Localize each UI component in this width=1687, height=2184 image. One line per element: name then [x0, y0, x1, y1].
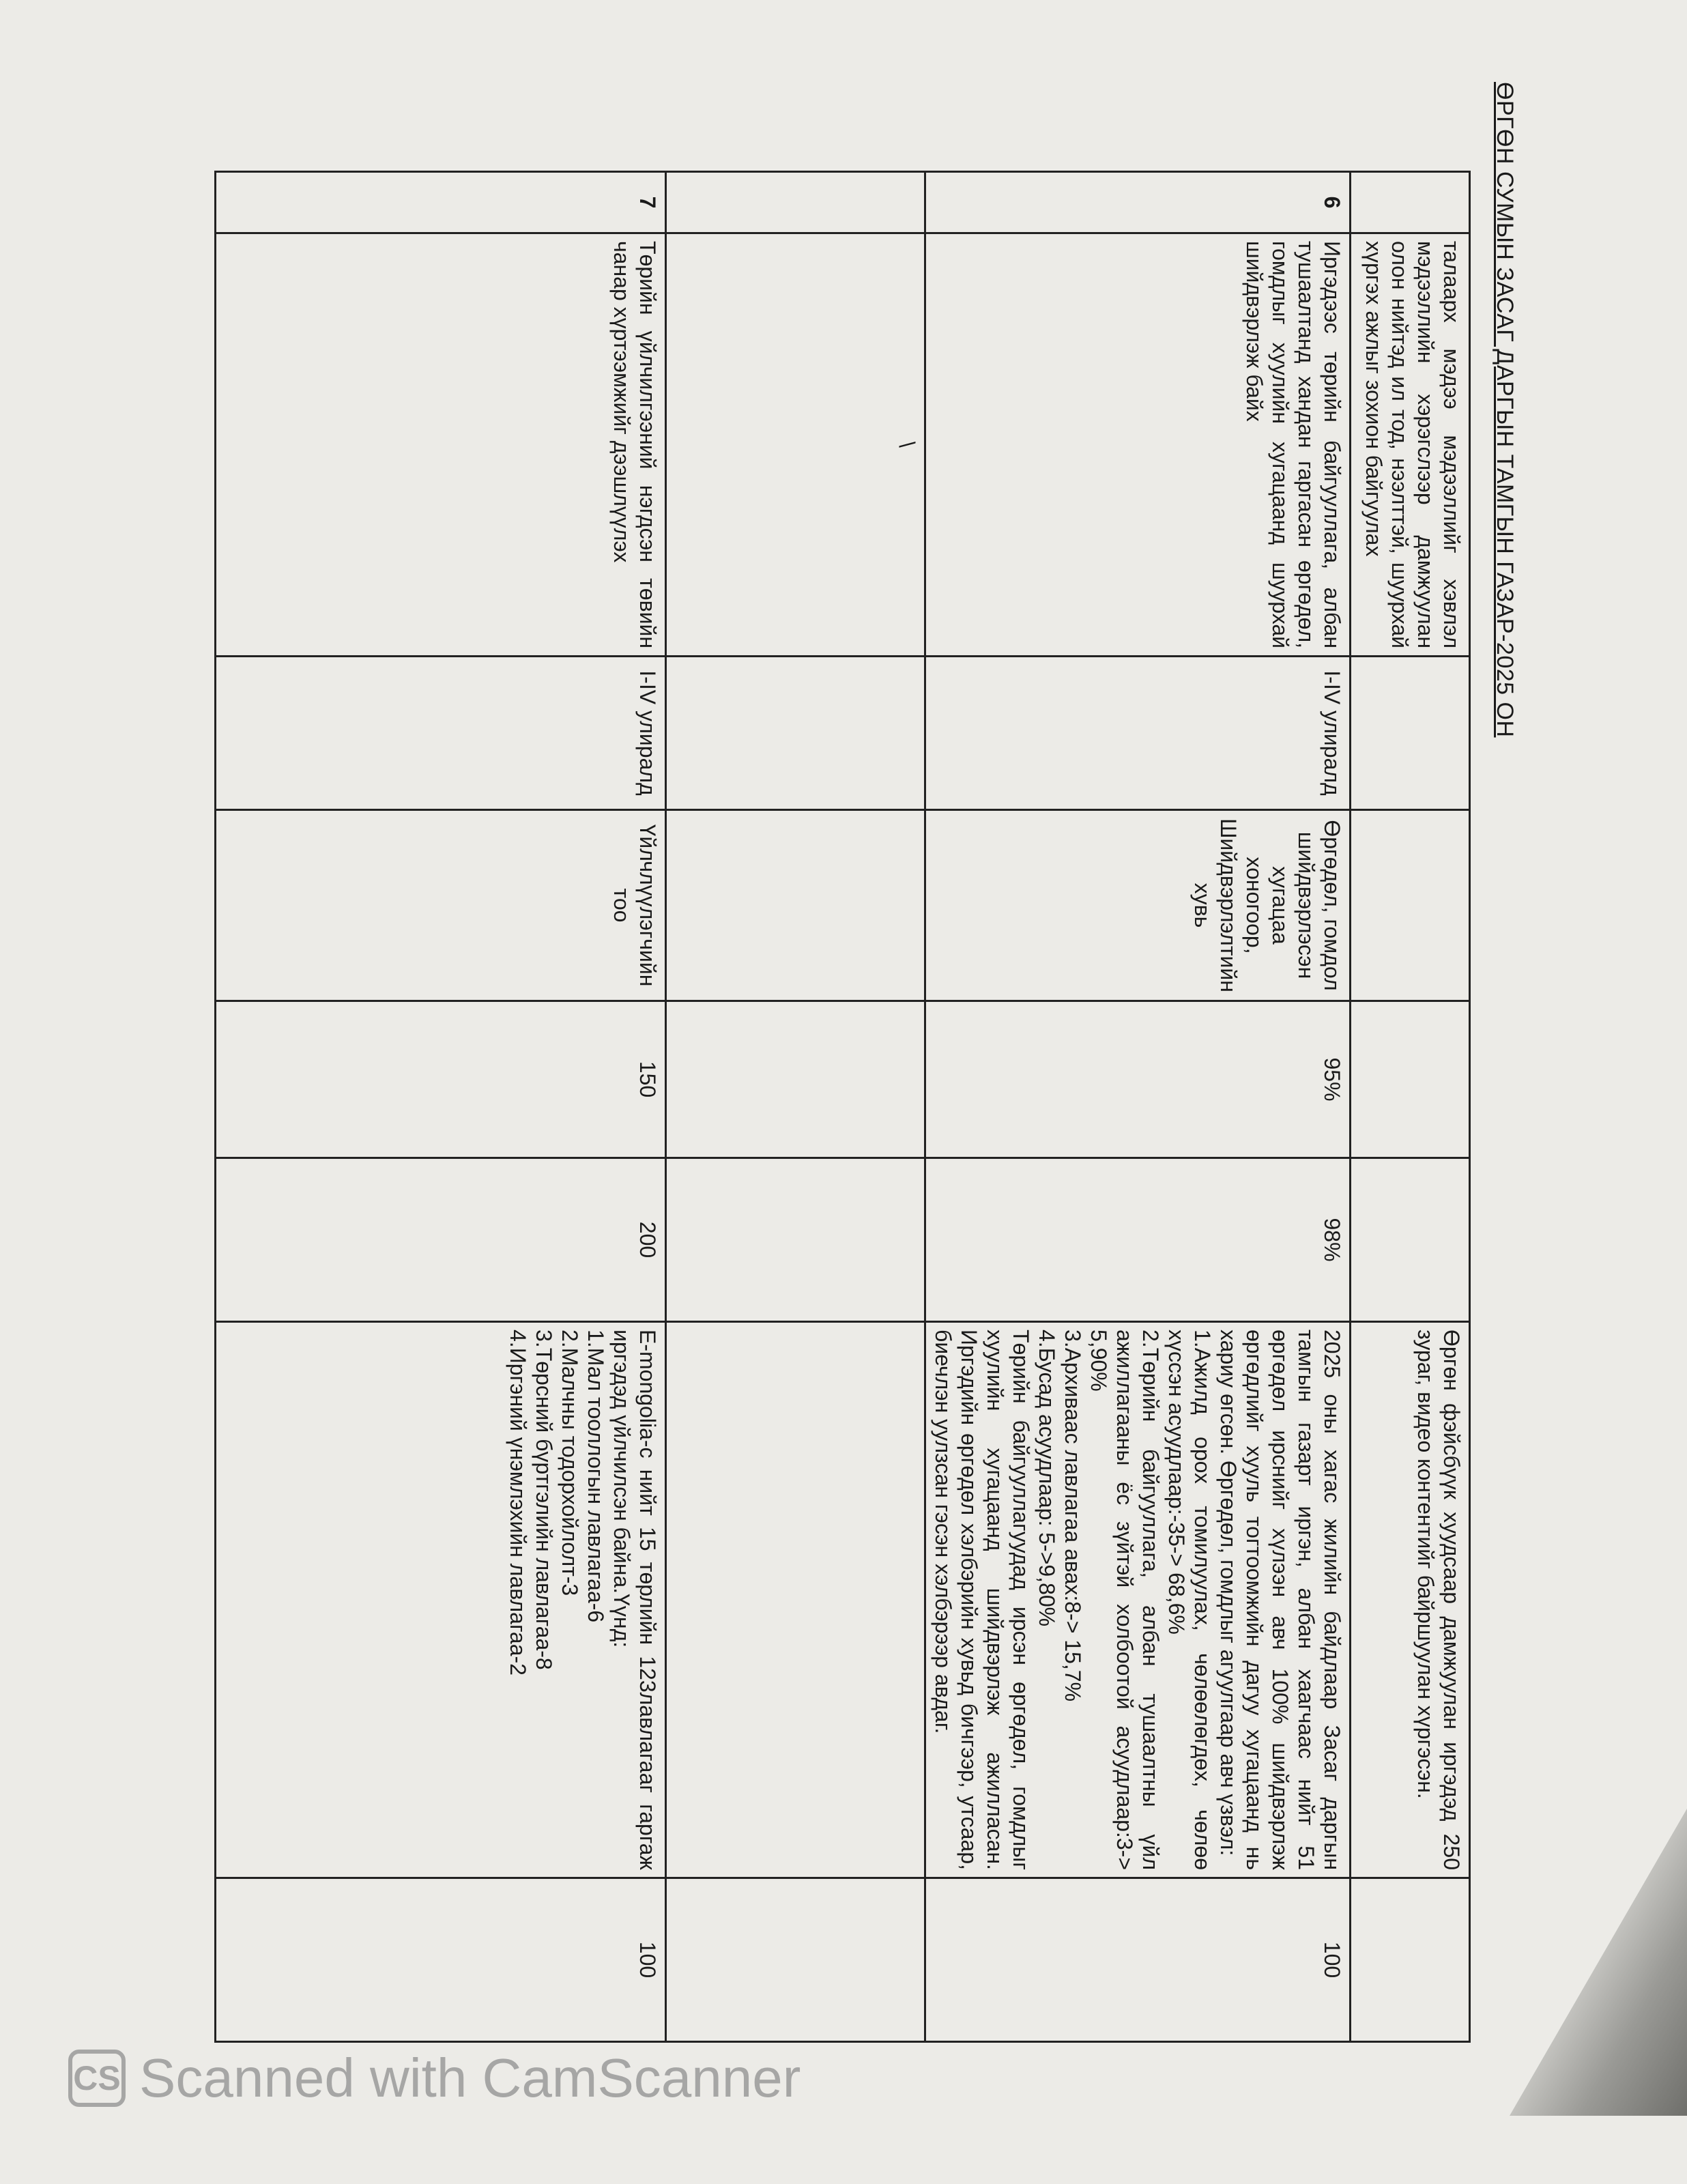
- scan-shadow: [1510, 1809, 1687, 2116]
- plan-table: [214, 171, 1471, 2043]
- table-row-6: [925, 172, 1351, 2042]
- cell-report-blank: [666, 1322, 925, 1878]
- cell-report-prev: Өргөн фэйсбүүк хуудсаар дамжуулан иргэдэд 250 зураг, видео контентийг байршуулан хүргэсэн.: [1351, 1322, 1470, 1878]
- cell-target-6: 98%: [925, 1158, 1351, 1322]
- table-row-7: [216, 172, 666, 2042]
- report-7-line-4: 4.Иргэний үнэмлэхийн лавлагаа-2: [506, 1330, 530, 1676]
- cell-base-prev: [1351, 1001, 1470, 1158]
- cell-base-7: 150: [216, 1001, 666, 1158]
- report-6-line-4: 4.Бусад асуудлаар: 5->9,80%: [1035, 1330, 1059, 1627]
- cell-base-6: 95%: [925, 1001, 1351, 1158]
- cell-num-7: 7: [216, 172, 666, 233]
- cell-score-blank: [666, 1878, 925, 2042]
- report-7-line-3: 3.Төрсний бүртгэлийн лавлагаа-8: [532, 1330, 556, 1670]
- report-6-line-5: Төрийн байгууллагуудад ирсэн өргөдөл, гомдлыг хуулийн хугацаанд шийдвэрлэж ажилласан. Иргэдийн өргөдөл хэлбэрийн хувьд бичгээр, утсаар, биечлэн уулзсан гэсэн хэлбэрээр авдаг.: [931, 1330, 1033, 1870]
- camscanner-watermark: [68, 2044, 801, 2112]
- cell-term-blank: [666, 657, 925, 810]
- cell-task-7: Төрийн үйлчилгээний нэгдсэн төвийн чанар хүртээмжийг дээшлүүлэх: [216, 233, 666, 657]
- cell-num-prev: [1351, 172, 1470, 233]
- cell-base-blank: [666, 1001, 925, 1158]
- cell-report-6: [925, 1322, 1351, 1878]
- document-header: ӨРГӨН СУМЫН ЗАСАГ ДАРГЫН ТАМГЫН ГАЗАР-2025 ОН: [1492, 82, 1518, 738]
- cell-target-7: 200: [216, 1158, 666, 1322]
- cell-term-prev: [1351, 657, 1470, 810]
- report-6-line-2: 2.Төрийн байгууллага, албан тушаалтны үйл ажиллагааны ёс зүйтэй холбоотой асуудлаар:3-> 5,90%: [1086, 1330, 1163, 1870]
- cell-indicator-blank: [666, 810, 925, 1001]
- report-6-line-3: 3.Архиваас лавлагаа авах:8-> 15,7%: [1061, 1330, 1085, 1702]
- cell-term-7: I-IV улиралд: [216, 657, 666, 810]
- cell-term-6: I-IV улиралд: [925, 657, 1351, 810]
- cell-indicator-6: Өргөдөл, гомдол шийдвэрлэсэн хугацаа хоногоор, Шийдвэрлэлтийн хувь: [925, 810, 1351, 1001]
- report-7-line-1: 1.Мал тооллогын лавлагаа-6: [583, 1330, 608, 1623]
- cell-num-6: 6: [925, 172, 1351, 233]
- report-7-line-2: 2.Малчны тодорхойлолт-3: [558, 1330, 582, 1596]
- report-6-line-1: 1.Ажилд орох томилуулах, чөлөөлөгдөх, чөлөө хүссэн асуудлаар:-35-> 68,6%: [1164, 1330, 1215, 1870]
- cell-report-7: [216, 1322, 666, 1878]
- cell-indicator-7: Үйлчлүүлэгчийн тоо: [216, 810, 666, 1001]
- cell-target-blank: [666, 1158, 925, 1322]
- camscanner-logo-icon: CS: [68, 2050, 126, 2107]
- cell-target-prev: [1351, 1158, 1470, 1322]
- cell-task-prev: талаарх мэдээ мэдээллийг хэвлэл мэдээллийн хэрэгслээр дамжуулан олон нийтэд ил тод, нээлттэй, шуурхай хүргэх ажлыг зохион байгуулах: [1351, 233, 1470, 657]
- table-row-prev: [1351, 172, 1470, 2042]
- cell-indicator-prev: [1351, 810, 1470, 1001]
- rotated-page: [225, 75, 1522, 2123]
- report-7-line-0: E-mongolia-с нийт 15 төрлийн 123лавлагааг гаргаж иргэдэд үйлчилсэн байна.Үүнд:: [609, 1330, 660, 1870]
- cell-score-prev: [1351, 1878, 1470, 2042]
- cell-num-blank: [666, 172, 925, 233]
- cell-task-blank: \: [666, 233, 925, 657]
- cell-task-6: Иргэдээс төрийн байгууллага, албан тушаалтанд хандан гаргасан өргөдөл, гомдлыг хуулийн хугацаанд шуурхай шийдвэрлэж байх: [925, 233, 1351, 657]
- cell-score-6: 100: [925, 1878, 1351, 2042]
- watermark-text: Scanned with CamScanner: [139, 2048, 801, 2108]
- report-6-line-0: 2025 оны хагас жилийн байдлаар Засаг даргын тамгын газарт иргэн, албан хаагчаас нийт 51 өргөдөл ирснийг хүлээн авч 100% шийдвэрлэж өргөдлийг хууль тогтоомжийн дагуу хугацаанд нь хариу өгсөн. Өргөдөл, гомдлыг агуулгаар авч үзвэл:: [1216, 1330, 1344, 1870]
- cell-score-7: 100: [216, 1878, 666, 2042]
- table-row-blank: [666, 172, 925, 2042]
